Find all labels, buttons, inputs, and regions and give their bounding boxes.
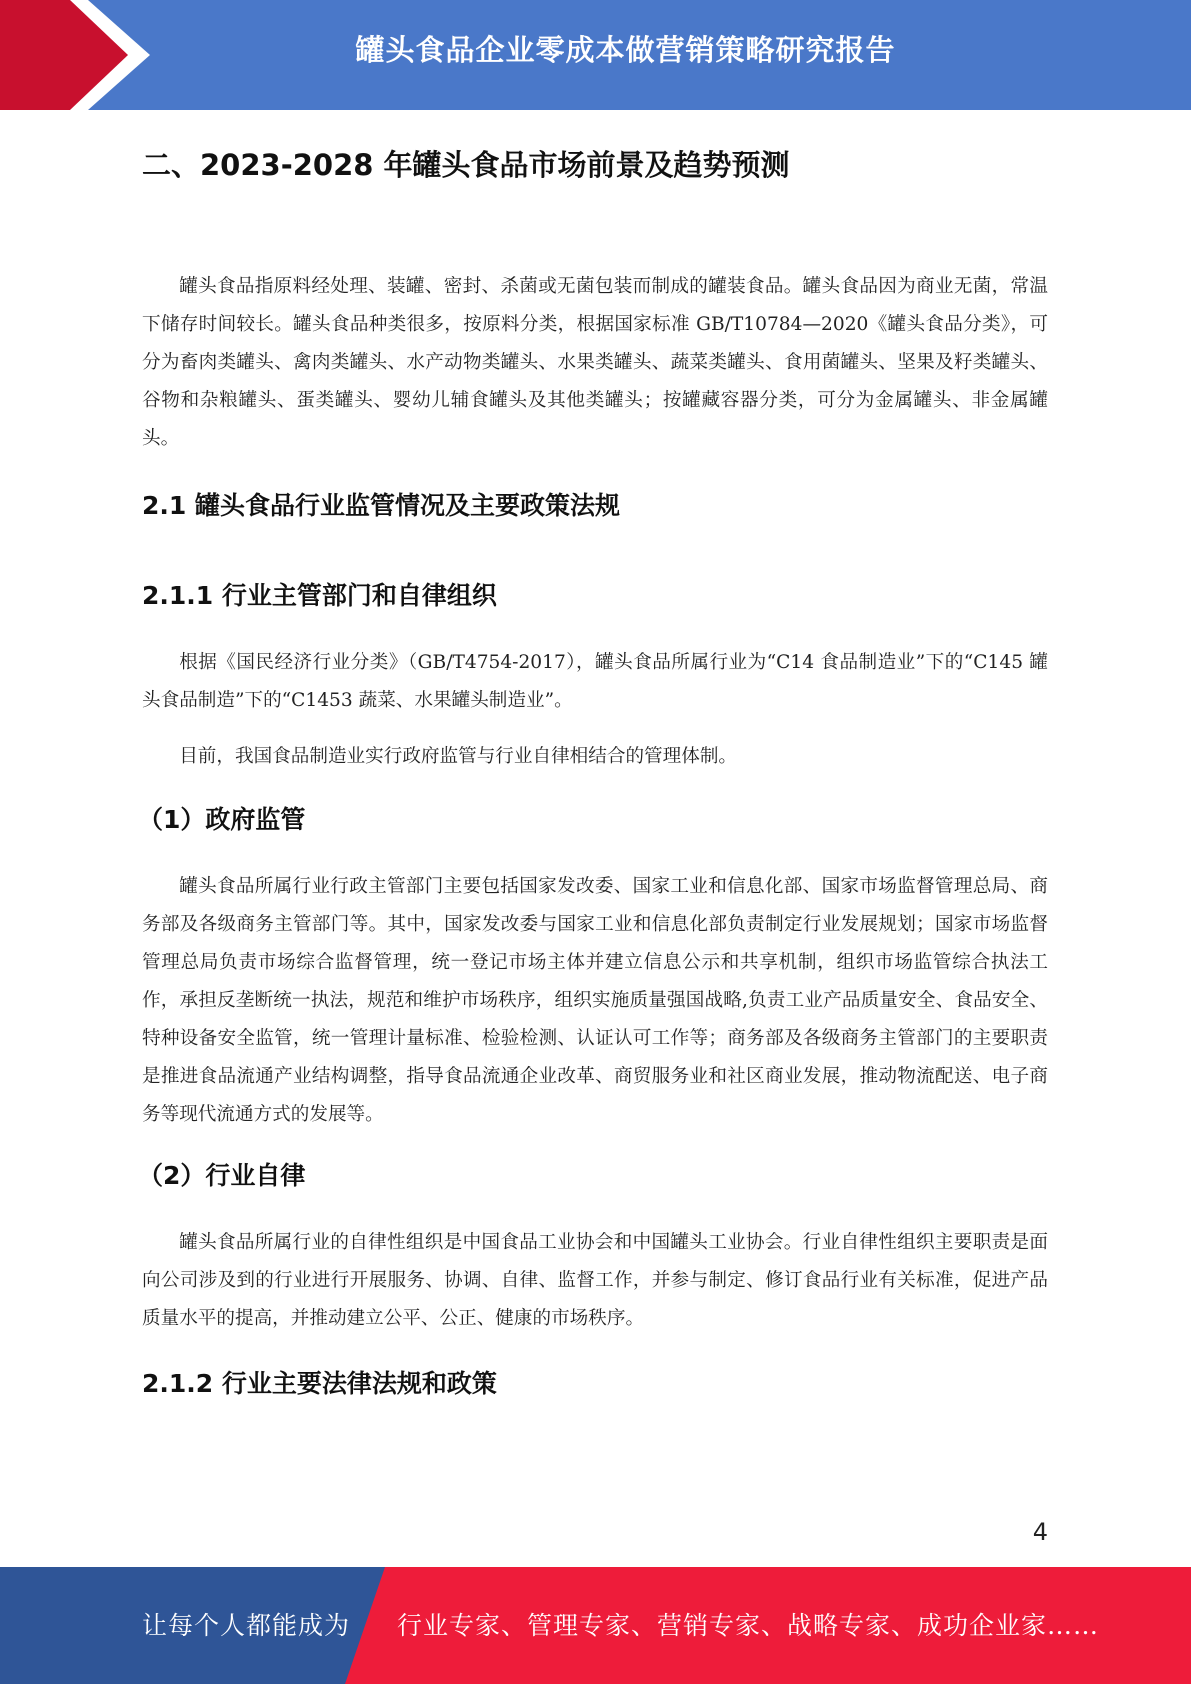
section-2-1-2-title: 2.1.2 行业主要法律法规和政策 — [142, 1369, 497, 1398]
footer-slogan-left: 让每个人都能成为 — [142, 1611, 351, 1640]
page-number: 4 — [1032, 1518, 1048, 1546]
footer-banner — [0, 1567, 1191, 1684]
chapter-title: 二、2023-2028 年罐头食品市场前景及趋势预测 — [142, 148, 790, 182]
classification-paragraph: 根据《国民经济行业分类》（GB/T4754-2017），罐头食品所属行业为“C14 食品制造业”下的“C145 罐头食品制造”下的“C1453 蔬菜、水果罐头制造业”。 — [142, 652, 1048, 711]
red-arrow-graphic — [0, 0, 160, 110]
footer-slogan-right: 行业专家、管理专家、营销专家、战略专家、成功企业家…… — [397, 1611, 1100, 1640]
self-regulation-paragraph: 罐头食品所属行业的自律性组织是中国食品工业协会和中国罐头工业协会。行业自律性组织主要职责是面向公司涉及到的行业进行开展服务、协调、自律、监督工作，并参与制定、修订食品行业有关标准，促进产品质量水平的提高，并推动建立公平、公正、健康的市场秩序。 — [142, 1232, 1048, 1329]
self-regulation-title: （2）行业自律 — [138, 1161, 306, 1190]
report-title: 罐头食品企业零成本做营销策略研究报告 — [355, 33, 896, 67]
section-2-1-1-title: 2.1.1 行业主管部门和自律组织 — [142, 581, 497, 610]
section-2-1-title: 2.1 罐头食品行业监管情况及主要政策法规 — [142, 491, 620, 520]
header-banner — [0, 0, 1191, 110]
gov-regulation-title: （1）政府监管 — [138, 805, 306, 834]
intro-paragraph: 罐头食品指原料经处理、装罐、密封、杀菌或无菌包装而制成的罐装食品。罐头食品因为商业无菌，常温下储存时间较长。罐头食品种类很多，按原料分类，根据国家标准 GB/T10784—2020《罐头食品分类》，可分为畜肉类罐头、禽肉类罐头、水产动物类罐头、水果类罐头、蔬菜类罐头、食用菌罐头、坚果及籽类罐头、谷物和杂粮罐头、蛋类罐头、婴幼儿辅食罐头及其他类罐头；按罐藏容器分类，可分为金属罐头、非金属罐头。 — [142, 276, 1048, 449]
gov-regulation-paragraph: 罐头食品所属行业行政主管部门主要包括国家发改委、国家工业和信息化部、国家市场监督管理总局、商务部及各级商务主管部门等。其中，国家发改委与国家工业和信息化部负责制定行业发展规划；国家市场监督管理总局负责市场综合监督管理，统一登记市场主体并建立信息公示和共享机制，组织市场监管综合执法工作，承担反垄断统一执法，规范和维护市场秩序，组织实施质量强国战略,负责工业产品质量安全、食品安全、特种设备安全监管，统一管理计量标准、检验检测、认证认可工作等；商务部及各级商务主管部门的主要职责是推进食品流通产业结构调整，指导食品流通企业改革、商贸服务业和社区商业发展，推动物流配送、电子商务等现代流通方式的发展等。 — [142, 876, 1048, 1125]
management-system-paragraph: 目前，我国食品制造业实行政府监管与行业自律相结合的管理体制。 — [179, 746, 738, 767]
page-content — [138, 128, 1048, 1404]
